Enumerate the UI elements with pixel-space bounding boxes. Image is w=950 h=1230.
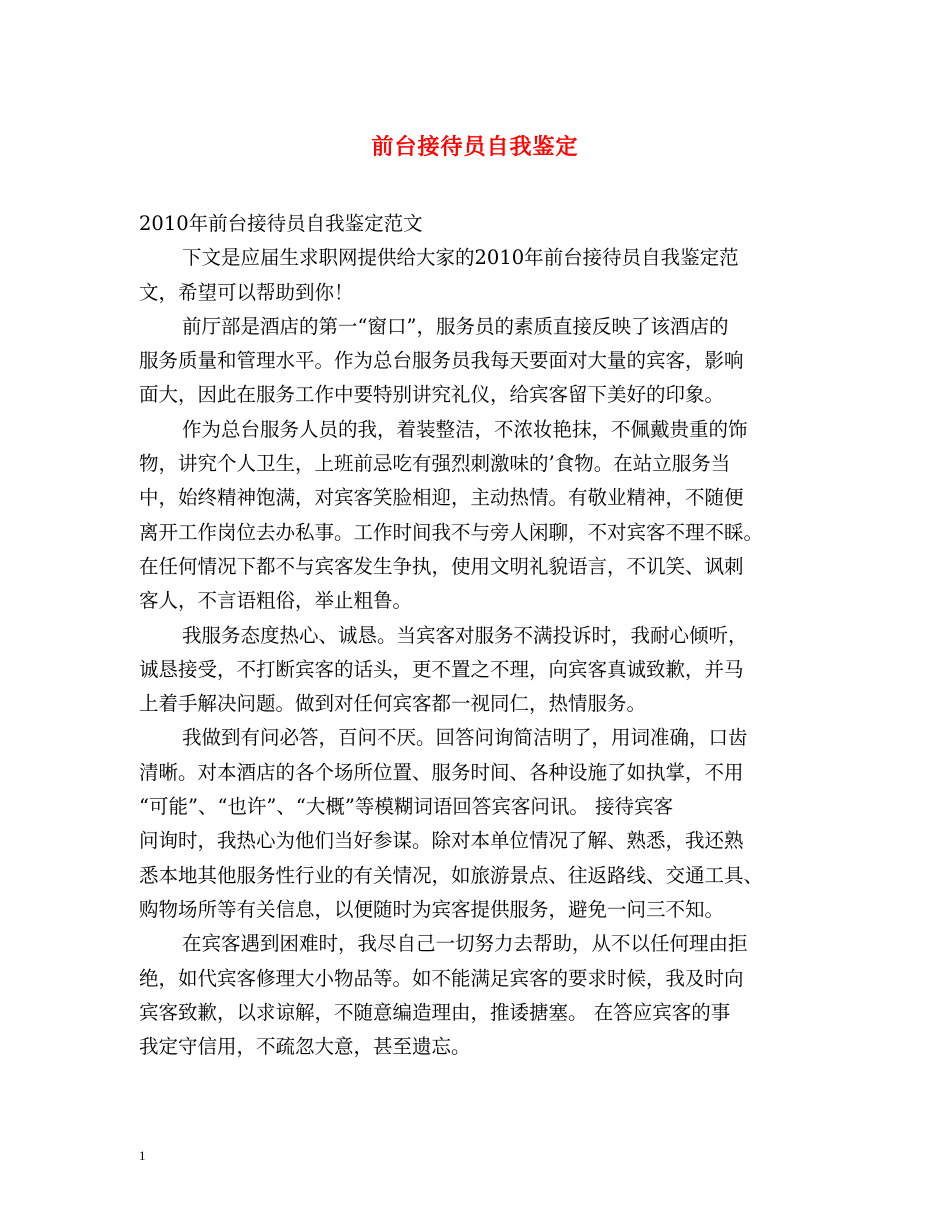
text-line: 宾客致歉，以求谅解，不随意编造理由，推诿搪塞。 在答应宾客的事	[139, 1000, 731, 1024]
text-line: 上着手解决问题。做到对任何宾客都一视同仁，热情服务。	[139, 692, 647, 716]
text-line: 下文是应届生求职网提供给大家的2010年前台接待员自我鉴定范	[182, 246, 739, 270]
text-line: 悉本地其他服务性行业的有关情况，如旅游景点、往返路线、交通工具、	[139, 863, 764, 887]
text-line: 问询时，我热心为他们当好参谋。除对本单位情况了解、熟悉，我还熟	[139, 829, 744, 853]
text-line: 购物场所等有关信息，以便随时为宾客提供服务，避免一问三不知。	[139, 897, 725, 921]
text-line: 面大，因此在服务工作中要特别讲究礼仪，给宾客留下美好的印象。	[139, 383, 725, 407]
text-line: 绝，如代宾客修理大小物品等。如不能满足宾客的要求时候，我及时向	[139, 966, 744, 990]
text-line: 我服务态度热心、诚恳。当宾客对服务不满投诉时，我耐心倾听，	[182, 623, 748, 647]
text-line: 诚恳接受，不打断宾客的话头，更不置之不理，向宾客真诚致歉，并马	[139, 657, 744, 681]
text-line: 在任何情况下都不与宾客发生争执，使用文明礼貌语言，不讥笑、讽刺	[139, 554, 744, 578]
text-line: 清晰。对本酒店的各个场所位置、服务时间、各种设施了如执掌，不用	[139, 760, 744, 784]
text-line: 中，始终精神饱满，对宾客笑脸相迎，主动热情。有敬业精神，不随便	[139, 486, 744, 510]
text-line: 作为总台服务人员的我，着装整洁，不浓妆艳抹，不佩戴贵重的饰	[182, 417, 748, 441]
text-line: “可能”、“也许”、“大概”等模糊词语回答宾客问讯。 接待宾客	[139, 795, 674, 819]
page-number: 1	[139, 1148, 146, 1163]
text-line: 我定守信用，不疏忽大意，甚至遗忘。	[139, 1035, 471, 1059]
text-line: 客人，不言语粗俗，举止粗鲁。	[139, 589, 413, 613]
subtitle-line: 2010年前台接待员自我鉴定范文	[139, 212, 423, 235]
document-title: 前台接待员自我鉴定	[371, 134, 579, 160]
text-line: 在宾客遇到困难时，我尽自己一切努力去帮助，从不以任何理由拒	[182, 932, 748, 956]
document-body	[139, 207, 829, 1064]
text-line: 物，讲究个人卫生，上班前忌吃有强烈刺激味的’食物。在站立服务当	[139, 452, 731, 476]
text-line: 文，希望可以帮助到你！	[139, 280, 354, 304]
text-line: 离开工作岗位去办私事。工作时间我不与旁人闲聊，不对宾客不理不睬。	[139, 520, 764, 544]
text-line: 服务质量和管理水平。作为总台服务员我每天要面对大量的宾客，影响	[139, 349, 744, 373]
text-line: 前厅部是酒店的第一“窗口”，服务员的素质直接反映了该酒店的	[182, 314, 729, 338]
text-line: 我做到有问必答，百问不厌。回答问询简洁明了，用词准确，口齿	[182, 726, 748, 750]
